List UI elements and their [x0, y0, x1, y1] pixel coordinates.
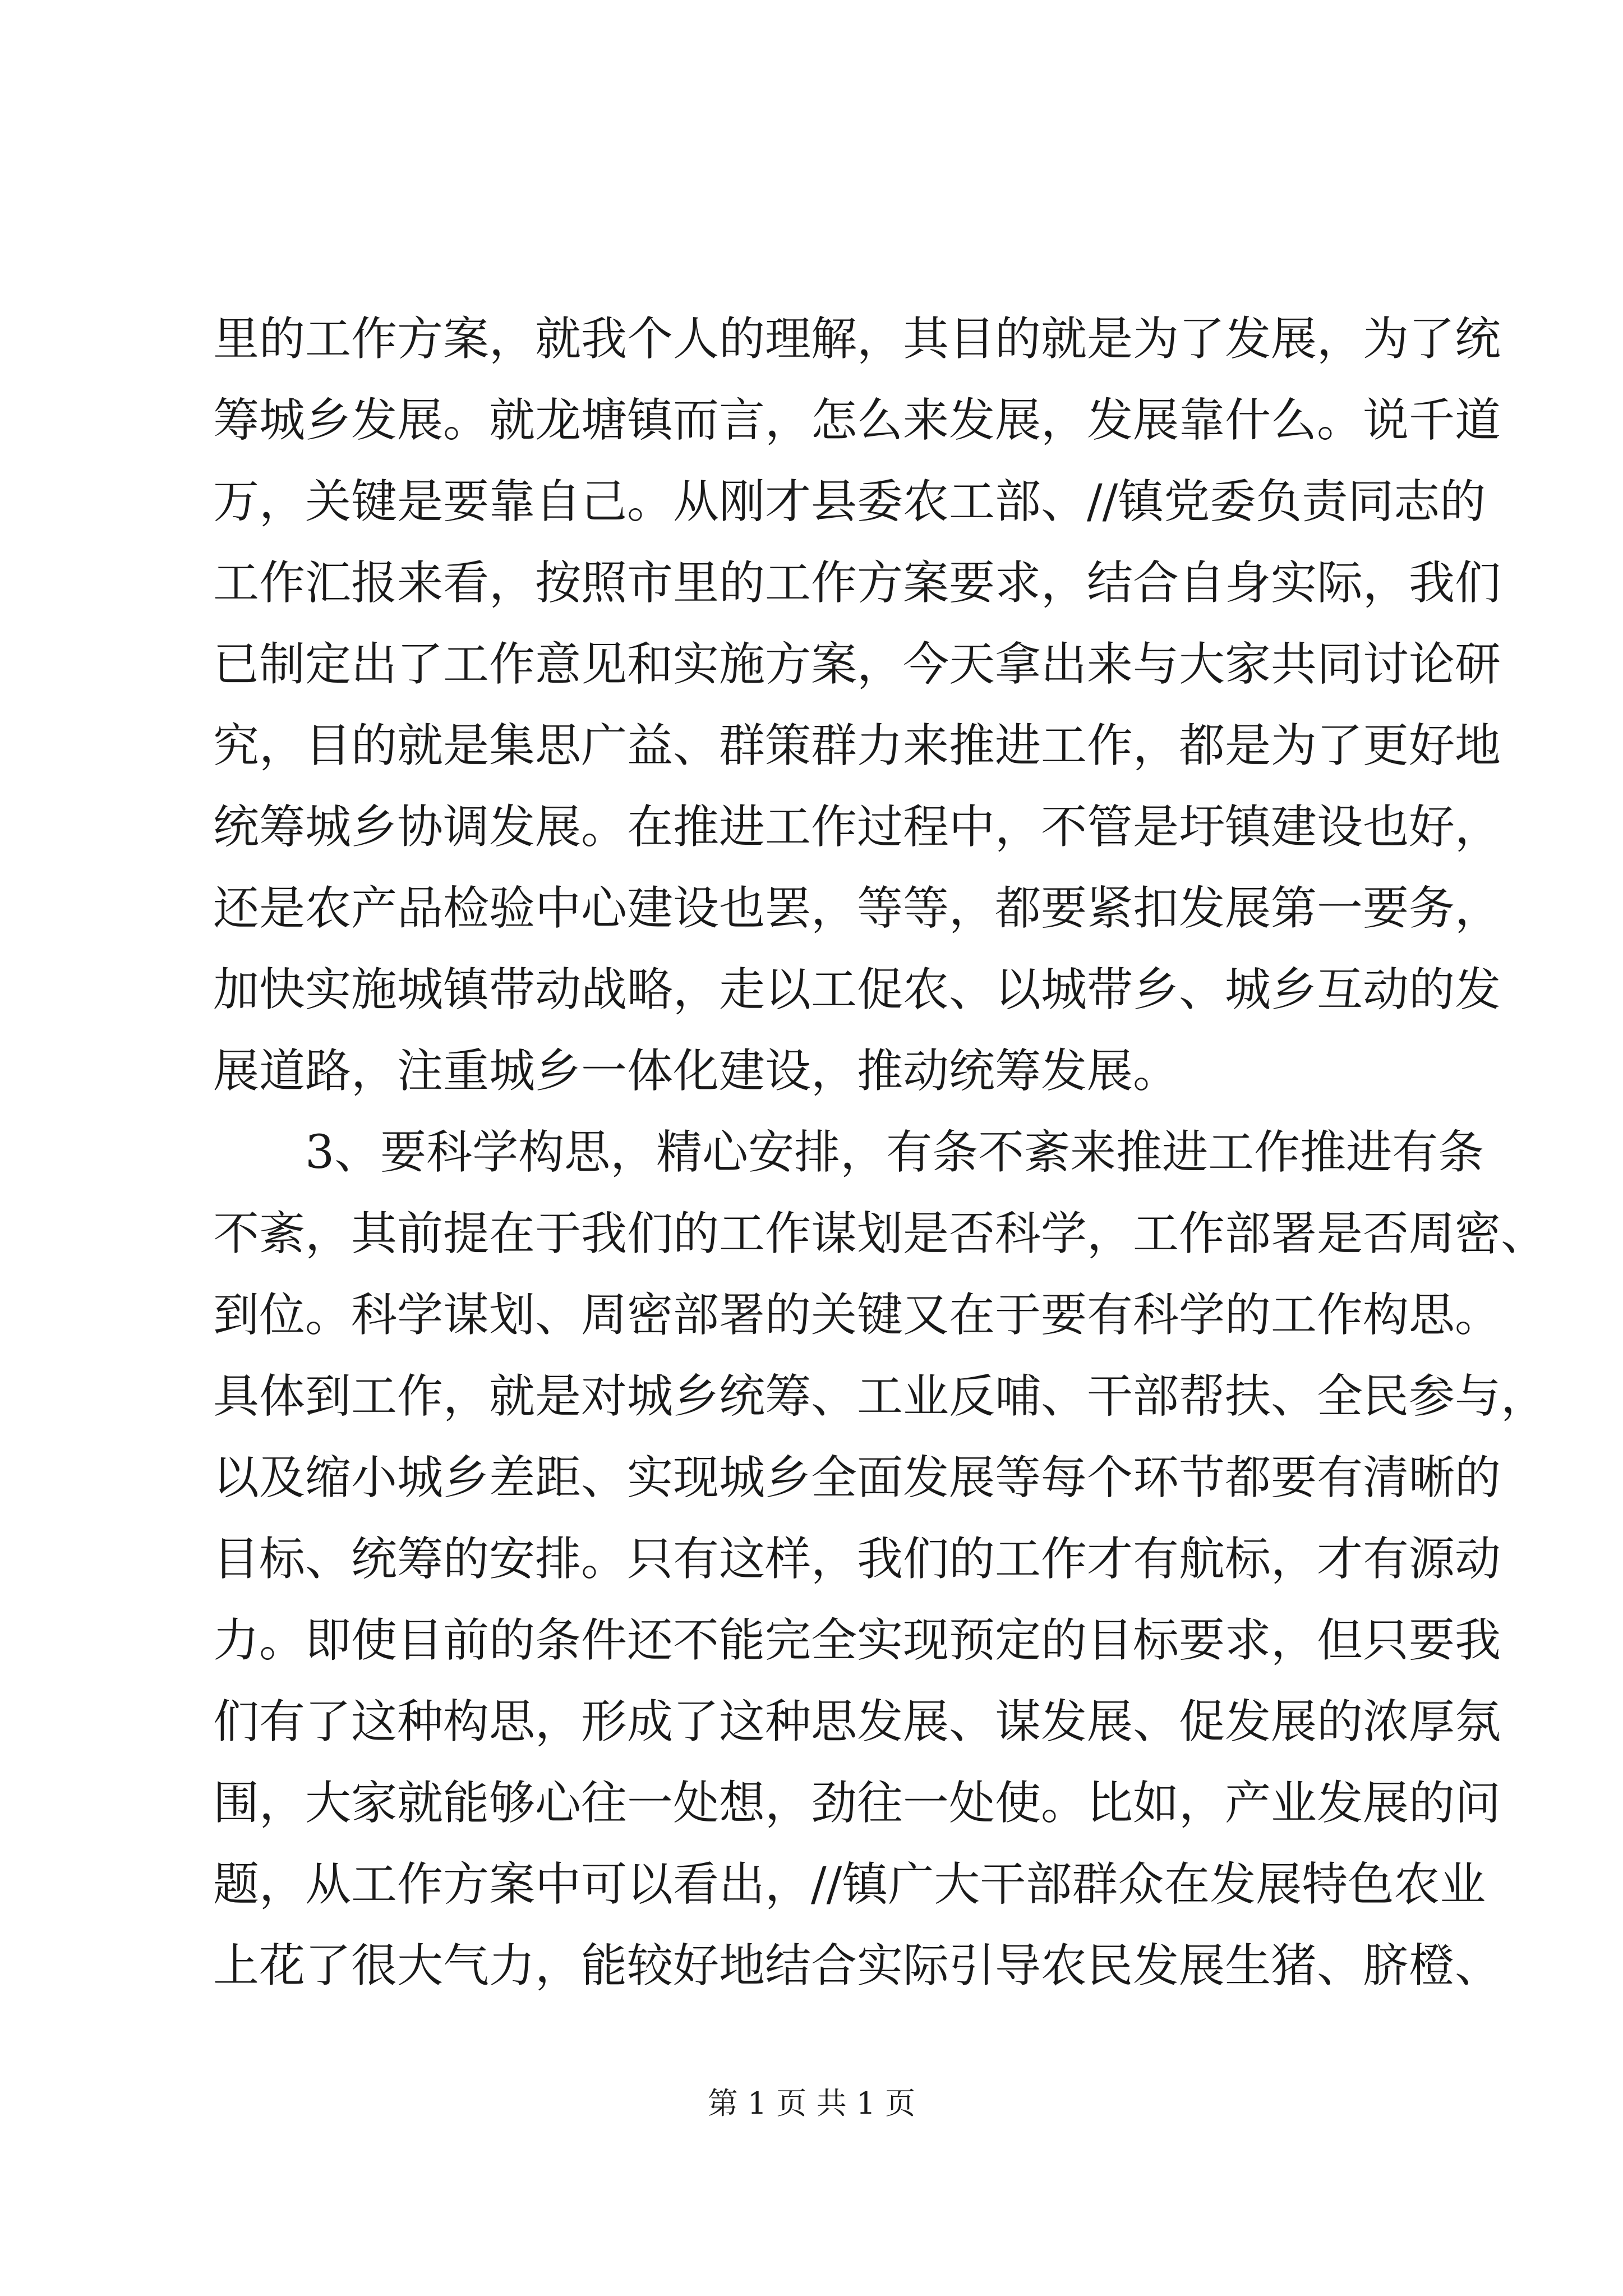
text-line: 工作汇报来看，按照市里的工作方案要求，结合自身实际，我们	[213, 556, 1501, 610]
text-line: 目标、统筹的安排。只有这样，我们的工作才有航标，才有源动	[213, 1533, 1501, 1586]
text-line: 加快实施城镇带动战略，走以工促农、以城带乡、城乡互动的发	[213, 963, 1501, 1016]
text-line: 力。即使目前的条件还不能完全实现预定的目标要求，但只要我	[213, 1614, 1501, 1667]
text-line: 以及缩小城乡差距、实现城乡全面发展等每个环节都要有清晰的	[213, 1451, 1501, 1504]
text-line: 还是农产品检验中心建设也罢，等等，都要紧扣发展第一要务，	[213, 882, 1501, 935]
text-line: 上花了很大气力，能较好地结合实际引导农民发展生猪、脐橙、	[213, 1939, 1501, 1993]
text-line: 们有了这种构思，形成了这种思发展、谋发展、促发展的浓厚氛	[213, 1695, 1501, 1749]
text-line: 围，大家就能够心往一处想，劲往一处使。比如，产业发展的问	[213, 1777, 1501, 1830]
text-line: 筹城乡发展。就龙塘镇而言，怎么来发展，发展靠什么。说千道	[213, 394, 1501, 447]
text-line: 3、要科学构思，精心安排，有条不紊来推进工作推进有条	[213, 1126, 1484, 1179]
text-line: 里的工作方案，就我个人的理解，其目的就是为了发展，为了统	[213, 312, 1501, 366]
text-line: 题，从工作方案中可以看出，//镇广大干部群众在发展特色农业	[213, 1858, 1486, 1911]
text-line: 统筹城乡协调发展。在推进工作过程中，不管是圩镇建设也好，	[213, 800, 1501, 854]
text-line: 已制定出了工作意见和实施方案，今天拿出来与大家共同讨论研	[213, 638, 1501, 691]
text-line: 不紊，其前提在于我们的工作谋划是否科学，工作部署是否周密、	[213, 1207, 1547, 1260]
text-line: 究，目的就是集思广益、群策群力来推进工作，都是为了更好地	[213, 719, 1501, 772]
text-line: 展道路，注重城乡一体化建设，推动统筹发展。	[213, 1045, 1179, 1098]
text-line: 到位。科学谋划、周密部署的关键又在于要有科学的工作构思。	[213, 1289, 1501, 1342]
text-line: 万，关键是要靠自己。从刚才县委农工部、//镇党委负责同志的	[213, 475, 1486, 528]
page-number-footer: 第 1 页 共 1 页	[707, 2086, 916, 2121]
text-line: 具体到工作，就是对城乡统筹、工业反哺、干部帮扶、全民参与，	[213, 1370, 1547, 1423]
